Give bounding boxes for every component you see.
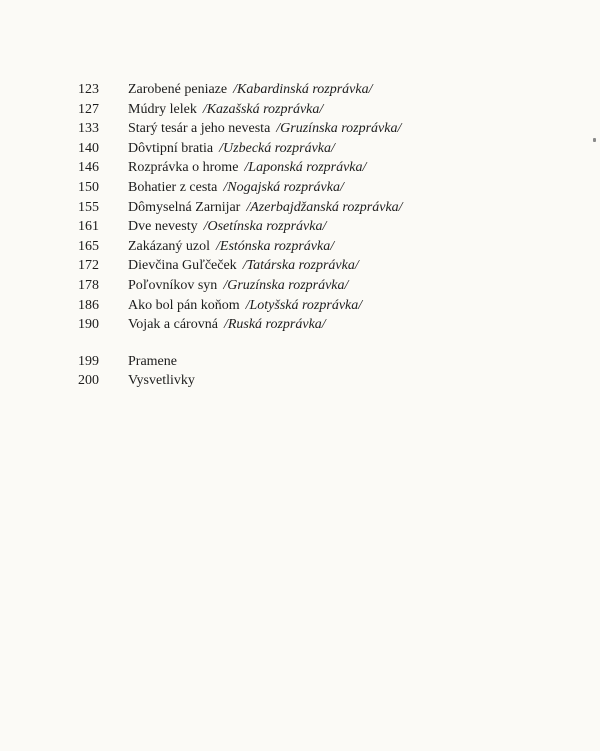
toc-entry xyxy=(78,373,578,393)
story-origin: /Estónska rozprávka/ xyxy=(216,238,335,254)
page-number: 133 xyxy=(78,121,99,137)
story-origin: /Kazašská rozprávka/ xyxy=(202,101,324,117)
page-number: 140 xyxy=(78,140,99,156)
section-title: Vysvetlivky xyxy=(128,373,195,389)
story-origin: /Tatárska rozprávka/ xyxy=(242,258,359,274)
story-title: Dômyselná Zarnijar xyxy=(128,199,241,215)
page-edge-speck xyxy=(593,138,596,142)
toc-entry xyxy=(78,317,578,337)
story-origin: /Laponská rozprávka/ xyxy=(244,160,367,176)
story-title: Bohatier z cesta xyxy=(128,179,218,195)
story-origin: /Osetínska rozprávka/ xyxy=(203,219,327,235)
story-title: Poľovníkov syn xyxy=(128,277,218,293)
page-number: 127 xyxy=(78,101,99,117)
story-title: Múdry lelek xyxy=(128,101,197,117)
page-number: 146 xyxy=(78,160,99,176)
page-number: 150 xyxy=(78,179,99,195)
story-title: Dôvtipní bratia xyxy=(128,140,214,156)
story-origin: /Gruzínska rozprávka/ xyxy=(276,121,402,137)
section-title: Pramene xyxy=(128,353,177,369)
toc-entry xyxy=(78,200,578,220)
page-number: 155 xyxy=(78,199,99,215)
story-title: Zarobené peniaze xyxy=(128,82,228,97)
story-title: Rozprávka o hrome xyxy=(128,160,239,176)
page-number: 199 xyxy=(78,353,99,369)
page-number: 178 xyxy=(78,277,99,293)
story-title: Vojak a cárovná xyxy=(128,317,218,333)
table-of-contents xyxy=(78,82,578,393)
story-origin: /Uzbecká rozprávka/ xyxy=(219,140,335,156)
story-origin: /Gruzínska rozprávka/ xyxy=(223,277,349,293)
story-title: Zakázaný uzol xyxy=(128,238,211,254)
story-origin: /Azerbajdžanská rozprávka/ xyxy=(246,199,403,215)
page-number: 186 xyxy=(78,297,99,313)
page-number: 165 xyxy=(78,238,99,254)
story-title: Dievčina Guľčeček xyxy=(128,258,237,274)
toc-entry xyxy=(78,258,578,278)
story-origin: /Kabardinská rozprávka/ xyxy=(233,82,373,97)
page-number: 200 xyxy=(78,373,99,389)
story-origin: /Lotyšská rozprávka/ xyxy=(245,297,363,313)
page-number: 190 xyxy=(78,317,99,333)
toc-entry xyxy=(78,219,578,239)
toc-entry xyxy=(78,102,578,122)
story-origin: /Nogajská rozprávka/ xyxy=(223,179,344,195)
toc-entry xyxy=(78,82,578,102)
toc-entry xyxy=(78,160,578,180)
story-title: Starý tesár a jeho nevesta xyxy=(128,121,271,137)
toc-entry xyxy=(78,121,578,141)
toc-entry xyxy=(78,278,578,298)
story-title: Dve nevesty xyxy=(128,219,198,235)
page-number: 172 xyxy=(78,258,99,274)
page-number: 161 xyxy=(78,219,99,235)
story-origin: /Ruská rozprávka/ xyxy=(223,317,326,333)
page-number: 123 xyxy=(78,82,99,97)
toc-entry xyxy=(78,298,578,318)
toc-entry xyxy=(78,239,578,259)
toc-entry xyxy=(78,354,578,374)
toc-entry xyxy=(78,141,578,161)
toc-entry xyxy=(78,180,578,200)
section-gap xyxy=(78,337,578,354)
story-title: Ako bol pán koňom xyxy=(128,297,240,313)
